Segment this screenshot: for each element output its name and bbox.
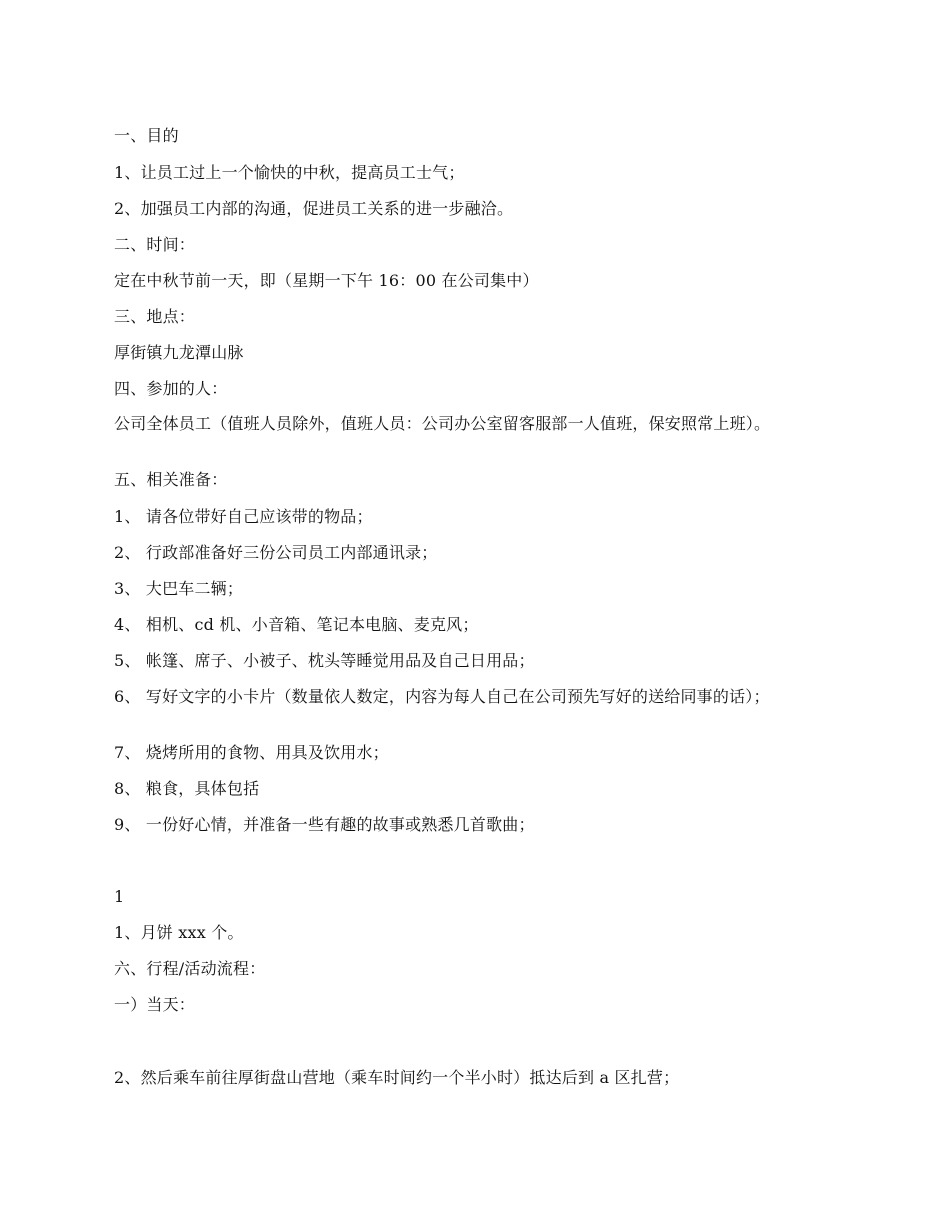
heading-participants: 四、参加的人： bbox=[114, 379, 228, 398]
preparation-item-9: 9、 一份好心情，并准备一些有趣的故事或熟悉几首歌曲； bbox=[114, 815, 535, 834]
preparation-item-2: 2、 行政部准备好三份公司员工内部通讯录； bbox=[114, 543, 438, 562]
heading-preparation: 五、相关准备： bbox=[114, 470, 228, 489]
heading-schedule: 六、行程/活动流程： bbox=[114, 959, 266, 978]
heading-purpose: 一、目的 bbox=[114, 126, 179, 145]
preparation-item-7: 7、 烧烤所用的食物、用具及饮用水； bbox=[114, 743, 389, 762]
heading-location: 三、地点： bbox=[114, 307, 196, 326]
preparation-item-4: 4、 相机、cd 机、小音箱、笔记本电脑、麦克风； bbox=[114, 615, 479, 634]
preparation-item-5: 5、 帐篷、席子、小被子、枕头等睡觉用品及自己日用品； bbox=[114, 651, 535, 670]
schedule-day-label: 一）当天： bbox=[114, 995, 196, 1014]
participants-text: 公司全体员工（值班人员除外，值班人员：公司办公室留客服部一人值班，保安照常上班）。 bbox=[114, 414, 771, 433]
preparation-item-8: 8、 粮食，具体包括 bbox=[114, 779, 260, 798]
mooncake-item: 1、月饼 xxx 个。 bbox=[114, 923, 244, 942]
preparation-item-1: 1、 请各位带好自己应该带的物品； bbox=[114, 507, 373, 526]
preparation-item-3: 3、 大巴车二辆； bbox=[114, 579, 244, 598]
location-text: 厚街镇九龙潭山脉 bbox=[114, 343, 244, 362]
preparation-item-6: 6、 写好文字的小卡片（数量依人数定，内容为每人自己在公司预先写好的送给同事的话）； bbox=[114, 687, 770, 706]
purpose-item-2: 2、加强员工内部的沟通，促进员工关系的进一步融洽。 bbox=[114, 199, 514, 218]
schedule-item-2: 2、然后乘车前往厚街盘山营地（乘车时间约一个半小时）抵达后到 a 区扎营； bbox=[114, 1068, 680, 1087]
page-number: 1 bbox=[114, 887, 125, 906]
heading-time: 二、时间： bbox=[114, 235, 196, 254]
purpose-item-1: 1、让员工过上一个愉快的中秋，提高员工士气； bbox=[114, 163, 465, 182]
time-text: 定在中秋节前一天，即（星期一下午 16：00 在公司集中） bbox=[114, 271, 539, 290]
